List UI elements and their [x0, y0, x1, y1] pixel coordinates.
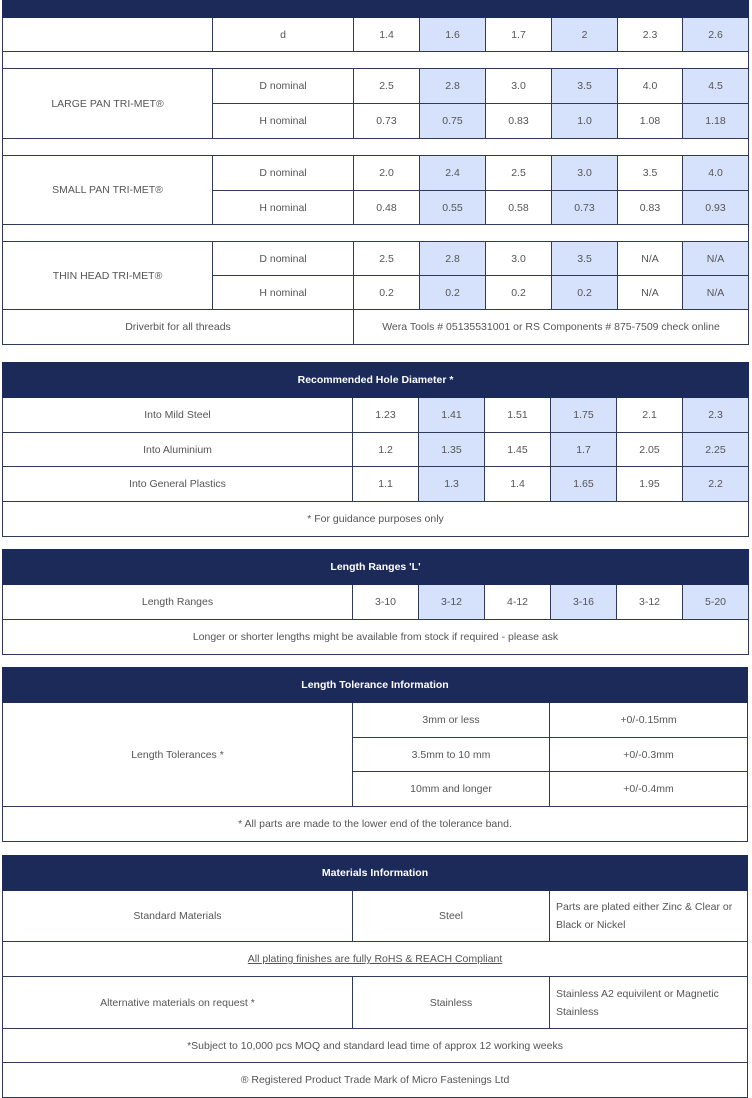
cell: 1.2	[353, 433, 419, 467]
alt-materials-note: Stainless A2 equivilent or Magnetic Stainless	[550, 977, 748, 1029]
row-label: D nominal	[213, 156, 354, 191]
cell: 2.5	[354, 69, 420, 104]
cell: N/A	[618, 276, 683, 310]
cell: 0.75	[420, 104, 486, 139]
section-title: Recommended Hole Diameter *	[3, 363, 749, 398]
d-value: 1.7	[486, 18, 552, 52]
driverbit-row	[3, 310, 749, 345]
cell: N/A	[683, 242, 749, 276]
row-label: D nominal	[213, 242, 354, 276]
cell: N/A	[683, 276, 749, 310]
cell: 10mm and longer	[353, 772, 550, 807]
spacer-row	[3, 139, 749, 156]
table-row	[3, 467, 749, 502]
table-row	[3, 585, 749, 620]
d-value: 2.6	[683, 18, 749, 52]
cell: 3-10	[353, 585, 419, 620]
driverbit-label: Driverbit for all threads	[3, 310, 354, 345]
cell: 0.2	[552, 276, 618, 310]
cell: 0.83	[618, 191, 683, 225]
alt-materials-value: Stainless	[353, 977, 550, 1029]
row-label: Into Aluminium	[3, 433, 353, 467]
cell: 1.3	[419, 467, 485, 502]
guidance-note: * For guidance purposes only	[3, 502, 749, 537]
cell: 3.0	[486, 242, 552, 276]
cell: 1.45	[485, 433, 551, 467]
row-label: Into Mild Steel	[3, 398, 353, 433]
cell: 4.5	[683, 69, 749, 104]
dimensions-table	[2, 0, 749, 345]
table-row	[3, 977, 748, 1029]
cell: 3.0	[486, 69, 552, 104]
section-title: Length Tolerance Information	[3, 668, 748, 703]
length-tolerance-table	[2, 667, 748, 842]
cell: 0.73	[552, 191, 618, 225]
cell: 0.48	[354, 191, 420, 225]
table-row	[3, 242, 749, 276]
cell: 3mm or less	[353, 703, 550, 738]
cell: 2.5	[354, 242, 420, 276]
cell: 3.5	[618, 156, 683, 191]
group-name-large-pan: LARGE PAN TRI-MET®	[3, 69, 213, 139]
cell: 4.0	[683, 156, 749, 191]
section-title: Length Ranges 'L'	[3, 550, 749, 585]
row-label: Into General Plastics	[3, 467, 353, 502]
cell: 0.55	[420, 191, 486, 225]
row-label: Length Ranges	[3, 585, 353, 620]
cell: 1.35	[419, 433, 485, 467]
length-ranges-table	[2, 549, 749, 655]
row-label: H nominal	[213, 191, 354, 225]
availability-note: Longer or shorter lengths might be available from stock if required - please ask	[3, 620, 749, 655]
row-label: H nominal	[213, 276, 354, 310]
hole-diameter-table	[2, 362, 749, 537]
cell: 2.5	[486, 156, 552, 191]
cell: 1.41	[419, 398, 485, 433]
tolerance-note: * All parts are made to the lower end of the tolerance band.	[3, 807, 748, 842]
table-row	[3, 69, 749, 104]
cell: 1.4	[485, 467, 551, 502]
cell: 1.0	[552, 104, 618, 139]
cell: 4.0	[618, 69, 683, 104]
cell: 3.5mm to 10 mm	[353, 738, 550, 772]
cell: 3-12	[617, 585, 683, 620]
cell: 2.3	[683, 398, 749, 433]
standard-materials-label: Standard Materials	[3, 891, 353, 942]
cell: 3.0	[552, 156, 618, 191]
d-value: 1.6	[420, 18, 486, 52]
spacer-row	[3, 52, 749, 69]
rohs-compliance-link[interactable]: All plating finishes are fully RoHS & REACH Compliant	[247, 953, 503, 965]
cell: 3.5	[552, 242, 618, 276]
moq-note: *Subject to 10,000 pcs MOQ and standard lead time of approx 12 working weeks	[3, 1029, 748, 1063]
cell: +0/-0.4mm	[550, 772, 748, 807]
d-label: d	[213, 18, 354, 52]
cell: 2.8	[420, 242, 486, 276]
cell: 0.93	[683, 191, 749, 225]
cell: 2.05	[617, 433, 683, 467]
cell: 0.83	[486, 104, 552, 139]
cell: 3.5	[552, 69, 618, 104]
cell: 0.2	[420, 276, 486, 310]
cell: 0.2	[354, 276, 420, 310]
d-value: 2.3	[618, 18, 683, 52]
group-name-thin-head: THIN HEAD TRI-MET®	[3, 242, 213, 310]
table-row	[3, 156, 749, 191]
spacer-row	[3, 225, 749, 242]
cell: 1.08	[618, 104, 683, 139]
cell: 5-20	[683, 585, 749, 620]
cell: 1.75	[551, 398, 617, 433]
cell: 2.0	[354, 156, 420, 191]
tolerance-label: Length Tolerances *	[3, 703, 353, 807]
top-header-bar	[3, 1, 749, 18]
alt-materials-label: Alternative materials on request *	[3, 977, 353, 1029]
row-label: H nominal	[213, 104, 354, 139]
table-row	[3, 703, 748, 738]
table-row	[3, 891, 748, 942]
cell: 2.25	[683, 433, 749, 467]
empty-cell	[3, 18, 213, 52]
cell: 4-12	[485, 585, 551, 620]
materials-table	[2, 855, 748, 1098]
cell: 1.51	[485, 398, 551, 433]
driverbit-value: Wera Tools # 05135531001 or RS Components # 875-7509 check online	[354, 310, 749, 345]
cell: 1.7	[551, 433, 617, 467]
d-value: 2	[552, 18, 618, 52]
standard-materials-note: Parts are plated either Zinc & Clear or Black or Nickel	[550, 891, 748, 942]
cell: 0.58	[486, 191, 552, 225]
cell: 3-16	[551, 585, 617, 620]
table-row	[3, 433, 749, 467]
cell: +0/-0.15mm	[550, 703, 748, 738]
cell: N/A	[618, 242, 683, 276]
row-label: D nominal	[213, 69, 354, 104]
group-name-small-pan: SMALL PAN TRI-MET®	[3, 156, 213, 225]
d-value: 1.4	[354, 18, 420, 52]
cell: 1.1	[353, 467, 419, 502]
trademark-note: ® Registered Product Trade Mark of Micro Fastenings Ltd	[3, 1063, 748, 1098]
standard-materials-value: Steel	[353, 891, 550, 942]
cell: 2.2	[683, 467, 749, 502]
cell: +0/-0.3mm	[550, 738, 748, 772]
cell: 0.73	[354, 104, 420, 139]
cell: 1.65	[551, 467, 617, 502]
table-row	[3, 398, 749, 433]
cell: 3-12	[419, 585, 485, 620]
cell: 2.8	[420, 69, 486, 104]
cell: 1.23	[353, 398, 419, 433]
thread-size-row	[3, 18, 749, 52]
cell: 1.18	[683, 104, 749, 139]
section-title: Materials Information	[3, 856, 748, 891]
cell: 0.2	[486, 276, 552, 310]
cell: 1.95	[617, 467, 683, 502]
cell: 2.4	[420, 156, 486, 191]
cell: 2.1	[617, 398, 683, 433]
rohs-cell	[3, 942, 748, 977]
